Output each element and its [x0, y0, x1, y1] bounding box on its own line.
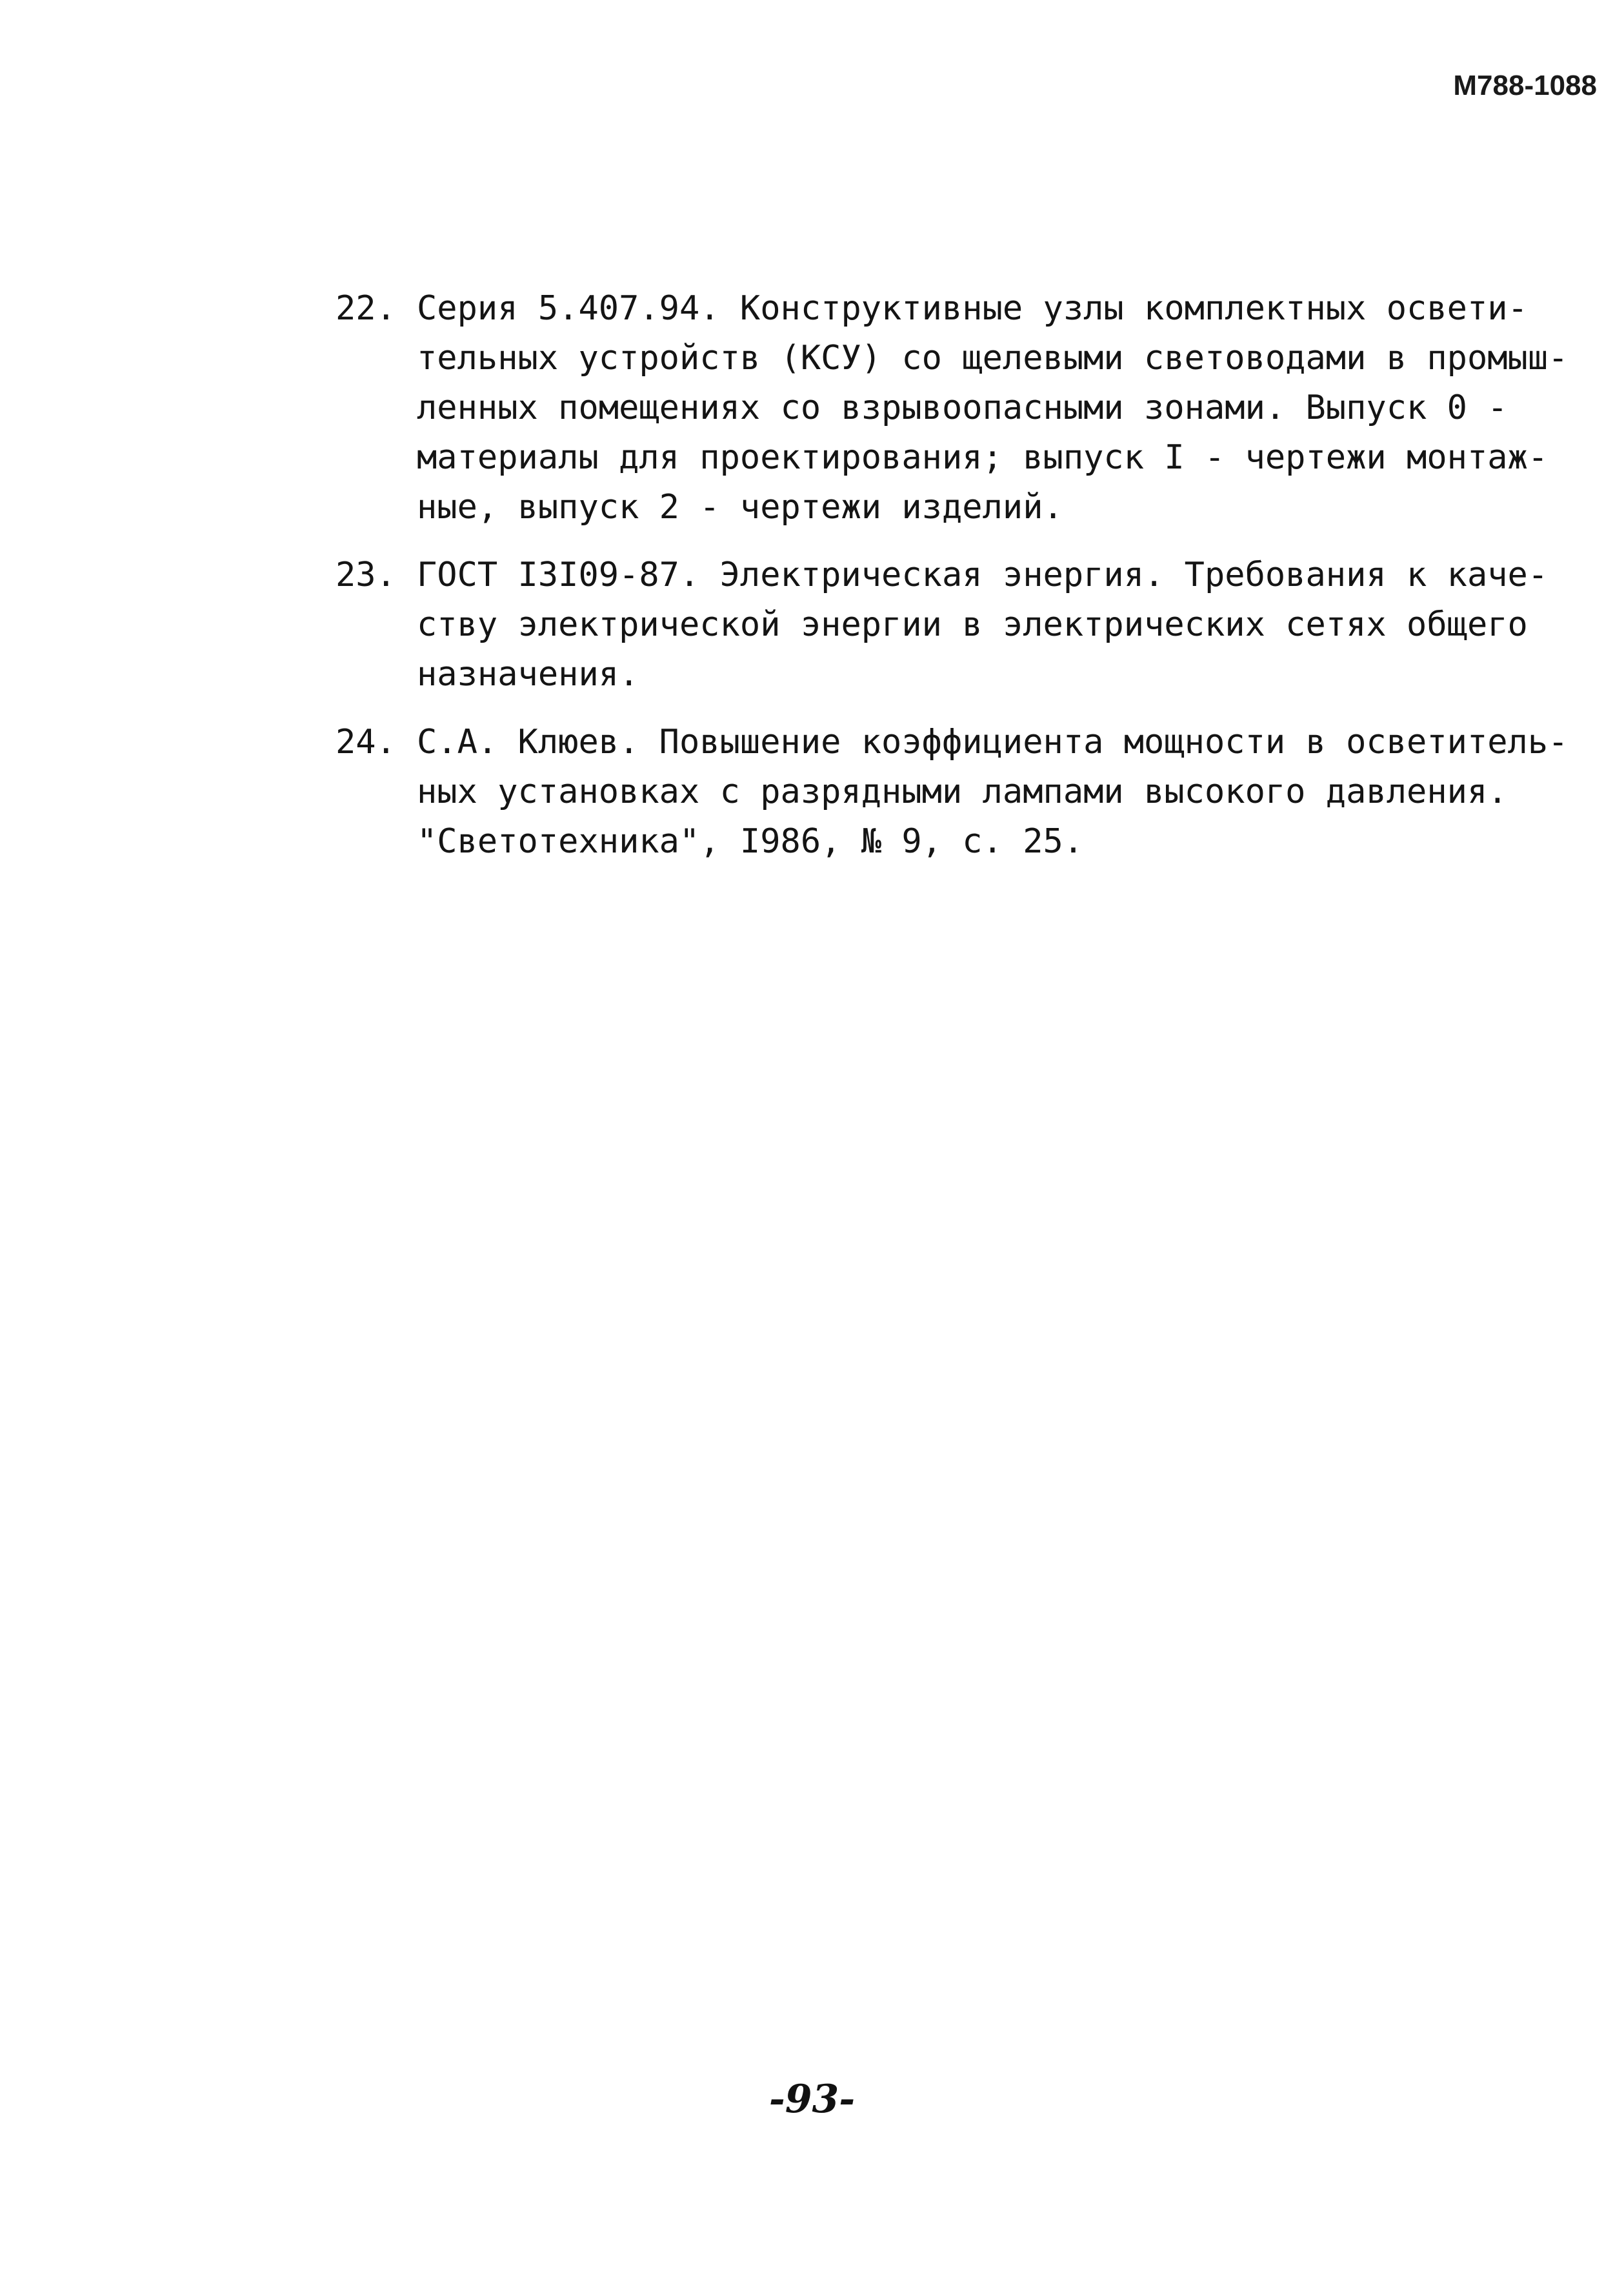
reference-item-24 [336, 718, 1574, 867]
reference-line: Серия 5.407.94. Конструктивные узлы комплектных освети- [417, 289, 1528, 328]
reference-line: ГОСТ I3I09-87. Электрическая энергия. Требования к каче- [417, 556, 1549, 594]
document-code: М788-1088 [1453, 70, 1597, 101]
reference-number: 22. [336, 289, 396, 328]
reference-list [336, 284, 1574, 885]
reference-item-22 [336, 284, 1574, 532]
reference-item-23 [336, 550, 1574, 700]
reference-line: материалы для проектирования; выпуск I - чертежи монтаж- [417, 438, 1549, 477]
reference-line: С.А. Клюев. Повышение коэффициента мощности в осветитель- [417, 723, 1569, 762]
reference-line: ных установках с разрядными лампами высокого давления. [417, 772, 1508, 811]
reference-line: назначения. [417, 655, 639, 694]
reference-line: ные, выпуск 2 - чертежи изделий. [417, 488, 1063, 527]
reference-line: "Светотехника", I986, № 9, с. 25. [417, 822, 1084, 861]
reference-number: 23. [336, 556, 396, 594]
reference-line: тельных устройств (КСУ) со щелевыми световодами в промыш- [417, 339, 1569, 378]
reference-line: ленных помещениях со взрывоопасными зонами. Выпуск 0 - [417, 388, 1508, 427]
reference-text [417, 284, 1574, 532]
reference-text [417, 718, 1574, 867]
reference-text [417, 550, 1574, 700]
reference-line: ству электрической энергии в электрических сетях общего [417, 605, 1528, 644]
reference-number: 24. [336, 723, 396, 762]
page-number: -93- [768, 2077, 856, 2122]
